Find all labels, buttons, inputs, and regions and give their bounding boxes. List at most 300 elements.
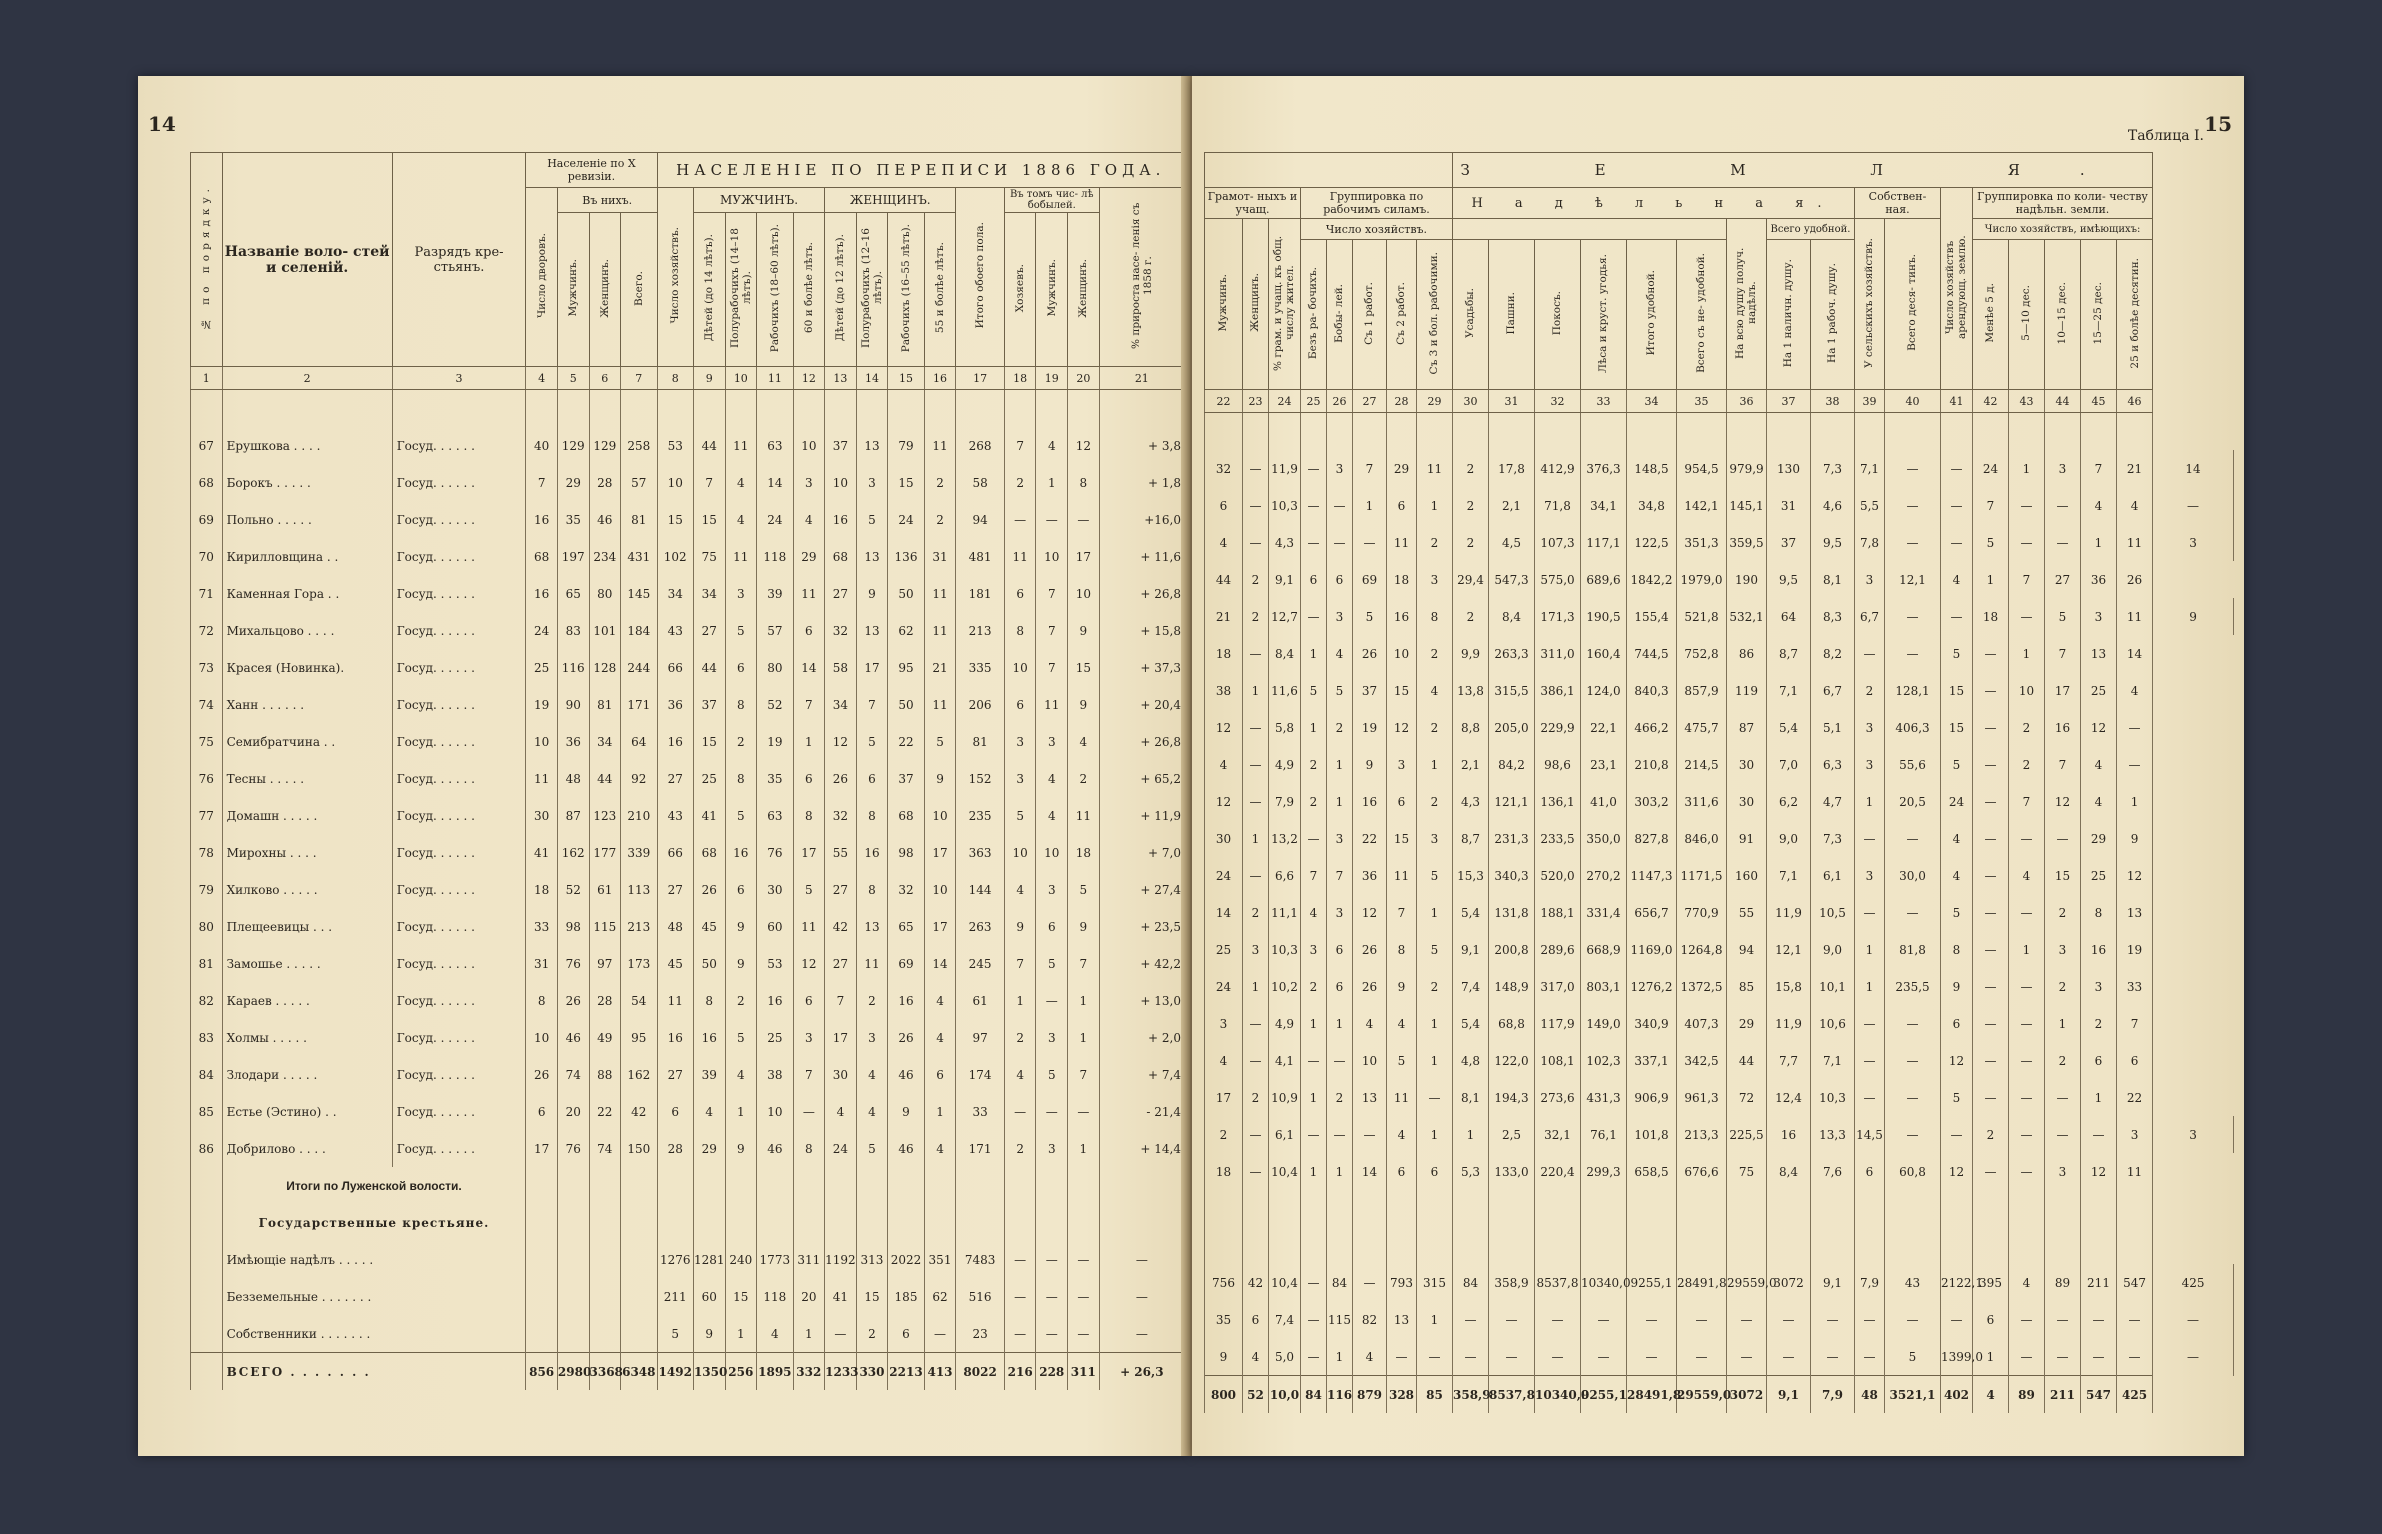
table-cell: 8,2 (1811, 635, 1855, 672)
table-cell: — (1327, 1042, 1353, 1079)
header-total-conv: Всего удобной. (1767, 219, 1855, 240)
table-cell: 10,3 (1811, 1079, 1855, 1116)
table-cell: 31 (924, 538, 956, 575)
table-row (1205, 635, 2234, 672)
table-cell: 7 (1004, 945, 1036, 982)
table-cell (757, 1204, 793, 1241)
table-cell: 4 (2117, 672, 2153, 709)
table-row (1205, 1042, 2234, 1079)
table-cell: 4 (1068, 723, 1100, 760)
table-cell: 79 (888, 427, 924, 464)
table-cell: — (1489, 1301, 1535, 1338)
table-row (1205, 709, 2234, 746)
table-cell: 9 (1353, 746, 1387, 783)
table-cell: 10 (657, 464, 693, 501)
col-two-workers: Съ 2 работ. (1395, 281, 1408, 345)
table-cell: 16 (657, 723, 693, 760)
table-cell: 6,6 (1269, 857, 1301, 894)
column-number: 35 (1677, 390, 1727, 413)
table-cell: 402 (1941, 1376, 1973, 1414)
table-cell: 17 (793, 834, 825, 871)
table-cell: 4 (1205, 1042, 1243, 1079)
table-cell: 131,8 (1489, 894, 1535, 931)
table-cell: 8537,8 (1535, 1264, 1581, 1301)
page-number-right: 15 (2204, 112, 2232, 136)
table-cell: 3 (1327, 598, 1353, 635)
table-cell: 1 (924, 1093, 956, 1130)
table-cell: 4 (757, 1315, 793, 1353)
table-cell: + 7,0 (1099, 834, 1184, 871)
table-cell: 4 (1353, 1005, 1387, 1042)
column-number: 15 (888, 367, 924, 390)
table-cell: 6 (1417, 1153, 1453, 1190)
table-cell: — (1627, 1301, 1677, 1338)
table-cell: 26 (825, 760, 857, 797)
table-cell: — (2009, 968, 2045, 1005)
table-cell: 24 (888, 501, 924, 538)
table-cell: 10 (1353, 1042, 1387, 1079)
table-cell: — (1941, 1116, 1973, 1153)
table-cell: 4 (1205, 524, 1243, 561)
table-cell: — (1885, 487, 1941, 524)
table-cell: 2 (1327, 1079, 1353, 1116)
table-cell: 15,8 (1767, 968, 1811, 1005)
table-cell: 10 (1036, 834, 1068, 871)
table-cell: 17 (526, 1130, 558, 1167)
table-cell: 15 (725, 1278, 757, 1315)
table-cell: 1773 (757, 1241, 793, 1278)
table-cell: 5 (1941, 746, 1973, 783)
table-cell: — (1535, 1338, 1581, 1376)
table-cell (1417, 413, 1453, 451)
table-cell: 1 (2009, 635, 2045, 672)
table-cell: — (1885, 1042, 1941, 1079)
table-cell: 2 (1243, 598, 1269, 635)
table-cell: + 20,4 (1099, 686, 1184, 723)
table-cell: — (1973, 894, 2009, 931)
table-cell: 12 (1205, 783, 1243, 820)
table-cell: 148,5 (1627, 450, 1677, 487)
village-name: Борокъ . . . . . (222, 464, 392, 501)
table-cell (1489, 1190, 1535, 1227)
table-cell: — (1353, 1116, 1387, 1153)
table-cell: 89 (2045, 1264, 2081, 1301)
table-cell (1068, 1204, 1100, 1241)
table-cell: — (924, 1315, 956, 1353)
table-cell: 7,4 (1453, 968, 1489, 1005)
table-cell: 846,0 (1677, 820, 1727, 857)
table-cell: 4,3 (1453, 783, 1489, 820)
table-cell: 107,3 (1535, 524, 1581, 561)
table-cell: 8 (725, 686, 757, 723)
table-cell: 228 (1036, 1353, 1068, 1391)
table-cell (621, 390, 657, 428)
table-cell: — (1885, 894, 1941, 931)
table-cell: — (1243, 450, 1269, 487)
table-cell: 130 (1767, 450, 1811, 487)
table-cell: 2,1 (1453, 746, 1489, 783)
total-label: ВСЕГО . . . . . . . (222, 1353, 526, 1391)
table-cell (557, 1204, 589, 1241)
table-cell: — (1327, 1116, 1353, 1153)
table-cell: 7,6 (1811, 1153, 1855, 1190)
table-cell (557, 1278, 589, 1315)
table-cell: — (1036, 1241, 1068, 1278)
table-cell: 756 (1205, 1264, 1243, 1301)
table-cell: 1 (2117, 783, 2153, 820)
table-cell: — (1301, 1264, 1327, 1301)
table-cell: — (1004, 1093, 1036, 1130)
table-cell: 13 (1353, 1079, 1387, 1116)
peasant-category: Госуд. . . . . . (392, 427, 526, 464)
table-cell: 7,1 (1811, 1042, 1855, 1079)
table-cell: 7,0 (1767, 746, 1811, 783)
table-cell: 7,9 (1811, 1376, 1855, 1414)
table-cell: 181 (956, 575, 1005, 612)
table-cell: 32 (1205, 450, 1243, 487)
table-cell: 4 (2081, 783, 2117, 820)
table-cell (589, 1241, 621, 1278)
village-name: Каменная Гора . . (222, 575, 392, 612)
table-cell: 14,5 (1855, 1116, 1885, 1153)
table-cell: 23,1 (1581, 746, 1627, 783)
table-cell: 91 (1727, 820, 1767, 857)
table-cell: 35 (1205, 1301, 1243, 1338)
table-cell: 8537,8 (1489, 1376, 1535, 1414)
table-cell: — (1855, 635, 1885, 672)
table-cell: 5 (1941, 894, 1973, 931)
table-cell: 32 (825, 612, 857, 649)
table-cell: 16 (825, 501, 857, 538)
table-cell: — (1855, 820, 1885, 857)
table-cell: 60,8 (1885, 1153, 1941, 1190)
table-row (1205, 1153, 2234, 1190)
column-number: 37 (1767, 390, 1811, 413)
table-cell (1453, 1227, 1489, 1264)
table-cell: 1 (1453, 1116, 1489, 1153)
table-cell: 200,8 (1489, 931, 1535, 968)
table-cell: 1 (2045, 1005, 2081, 1042)
table-cell (1885, 413, 1941, 451)
table-cell: — (1885, 1301, 1941, 1338)
table-cell: 9 (1068, 612, 1100, 649)
table-cell (1581, 1227, 1627, 1264)
left-data-rows (191, 390, 1185, 1391)
table-cell: 6,7 (1811, 672, 1855, 709)
table-cell: 46 (888, 1056, 924, 1093)
table-cell: 2 (1243, 894, 1269, 931)
village-name: Хилково . . . . . (222, 871, 392, 908)
table-cell: 98 (557, 908, 589, 945)
table-cell: 9 (856, 575, 888, 612)
table-cell: — (1855, 1042, 1885, 1079)
table-cell: 547 (2081, 1376, 2117, 1414)
table-cell: 8,3 (1811, 598, 1855, 635)
table-cell: 190,5 (1581, 598, 1627, 635)
table-cell: 6,3 (1811, 746, 1855, 783)
table-cell: — (1973, 783, 2009, 820)
table-cell: 27 (825, 945, 857, 982)
table-cell: 53 (757, 945, 793, 982)
table-cell: 92 (621, 760, 657, 797)
table-cell: 9,1 (1811, 1264, 1855, 1301)
table-cell: 6,1 (1269, 1116, 1301, 1153)
table-cell: 97 (956, 1019, 1005, 1056)
header-row-no: № по порядку. (200, 184, 213, 331)
table-cell: 34 (657, 575, 693, 612)
row-number: 84 (191, 1056, 223, 1093)
table-cell: 81,8 (1885, 931, 1941, 968)
table-row (1205, 857, 2234, 894)
table-cell: 16 (2045, 709, 2081, 746)
table-row (1205, 1005, 2234, 1042)
table-cell: 12 (1068, 427, 1100, 464)
table-cell: 406,3 (1885, 709, 1941, 746)
row-number: 82 (191, 982, 223, 1019)
table-cell: 18 (1205, 635, 1243, 672)
table-cell (392, 390, 526, 428)
column-number: 3 (392, 367, 526, 390)
table-cell: — (1941, 598, 1973, 635)
table-cell: 11 (924, 686, 956, 723)
table-cell: 17 (2045, 672, 2081, 709)
table-cell: 3 (793, 464, 825, 501)
col-5-10: 5—10 дес. (2020, 285, 2033, 341)
table-cell: 10,4 (1269, 1153, 1301, 1190)
left-page (138, 76, 1190, 1456)
table-cell: 25 (1205, 931, 1243, 968)
table-cell: 33 (2117, 968, 2153, 1005)
table-cell (1941, 1190, 1973, 1227)
table-cell: 7 (2117, 1005, 2153, 1042)
table-cell: — (2045, 1338, 2081, 1376)
table-cell (1269, 1190, 1301, 1227)
table-cell: — (2045, 524, 2081, 561)
table-cell: — (2117, 709, 2153, 746)
table-cell: 1 (793, 723, 825, 760)
table-cell: 26 (1353, 931, 1387, 968)
table-cell: — (1767, 1338, 1811, 1376)
row-number: 81 (191, 945, 223, 982)
table-cell: 43 (657, 797, 693, 834)
table-cell: 18 (1205, 1153, 1243, 1190)
table-cell (1885, 1227, 1941, 1264)
table-cell (1353, 1190, 1387, 1227)
table-cell: 6 (1036, 908, 1068, 945)
table-cell: 5 (725, 1019, 757, 1056)
table-cell: 1 (1327, 746, 1353, 783)
table-cell: 74 (557, 1056, 589, 1093)
table-cell: 16 (1387, 598, 1417, 635)
table-cell: 119 (1727, 672, 1767, 709)
table-cell: 1 (1301, 1153, 1327, 1190)
table-cell: 128 (589, 649, 621, 686)
table-cell: 88 (589, 1056, 621, 1093)
table-cell: 29 (1387, 450, 1417, 487)
table-cell: 3 (1036, 1130, 1068, 1167)
table-cell: 7 (2081, 450, 2117, 487)
table-cell: — (1068, 1093, 1100, 1130)
table-cell: 676,6 (1677, 1153, 1727, 1190)
table-cell: 45 (657, 945, 693, 982)
table-cell: 11 (2117, 1153, 2153, 1190)
village-name: Мирохны . . . . (222, 834, 392, 871)
table-cell: 3 (2081, 598, 2117, 635)
table-cell: 11,6 (1269, 672, 1301, 709)
table-cell: 1 (1855, 931, 1885, 968)
table-cell: 4,6 (1811, 487, 1855, 524)
table-cell: 7 (1068, 1056, 1100, 1093)
peasant-category: Госуд. . . . . . (392, 1130, 526, 1167)
table-cell: 34 (589, 723, 621, 760)
table-cell (1767, 1227, 1811, 1264)
table-cell: — (1301, 1042, 1327, 1079)
table-cell: 17 (924, 834, 956, 871)
table-cell: 108,1 (1535, 1042, 1581, 1079)
table-cell: 216 (1004, 1353, 1036, 1391)
table-cell: 60 (757, 908, 793, 945)
table-cell: 1 (2081, 524, 2117, 561)
table-cell: 3 (1855, 857, 1885, 894)
table-cell: 5 (657, 1315, 693, 1353)
village-name: Красея (Новинка). (222, 649, 392, 686)
table-cell: 81 (589, 686, 621, 723)
table-cell: 213,3 (1677, 1116, 1727, 1153)
peasant-category: Госуд. . . . . . (392, 464, 526, 501)
table-cell: 1842,2 (1627, 561, 1677, 598)
column-number: 20 (1068, 367, 1100, 390)
table-cell (888, 1204, 924, 1241)
table-cell: — (1973, 635, 2009, 672)
summary-label: Безземельные . . . . . . . (222, 1278, 526, 1315)
table-cell: 37 (888, 760, 924, 797)
table-cell: 3 (1855, 709, 1885, 746)
col-own-farms: У сельскихъ хозяйствъ. (1863, 237, 1876, 368)
table-cell: 6 (856, 760, 888, 797)
table-cell: 15 (1941, 709, 1973, 746)
table-cell: 15,3 (1453, 857, 1489, 894)
table-cell: — (1811, 1301, 1855, 1338)
table-cell: 1 (1301, 709, 1327, 746)
table-cell: 6 (1205, 487, 1243, 524)
table-cell (1387, 413, 1417, 451)
table-label: Таблица I. (2127, 128, 2204, 144)
table-cell: — (1941, 450, 1973, 487)
table-cell: 9 (1941, 968, 1973, 1005)
table-cell: 5,4 (1453, 1005, 1489, 1042)
table-cell: 10,0 (1269, 1376, 1301, 1414)
table-cell: 268 (956, 427, 1005, 464)
table-cell: 7,9 (1855, 1264, 1885, 1301)
table-cell: 358,9 (1453, 1376, 1489, 1414)
table-cell: 2 (924, 464, 956, 501)
table-cell: 14 (924, 945, 956, 982)
column-number: 19 (1036, 367, 1068, 390)
table-row (191, 797, 1185, 834)
table-row (1205, 598, 2234, 635)
village-name: Ханн . . . . . . (222, 686, 392, 723)
table-cell: 72 (1727, 1079, 1767, 1116)
table-cell: 532,1 (1727, 598, 1767, 635)
table-cell: 8 (856, 797, 888, 834)
table-cell: — (2009, 1079, 2045, 1116)
table-cell: 1 (793, 1315, 825, 1353)
table-cell: 5,8 (1269, 709, 1301, 746)
table-cell: 11 (1387, 524, 1417, 561)
table-cell: 575,0 (1535, 561, 1581, 598)
table-cell (924, 1204, 956, 1241)
col-b-men: Мужчинъ. (1045, 259, 1058, 317)
table-cell: 15 (693, 723, 725, 760)
table-cell: 35 (557, 501, 589, 538)
table-cell: 3 (1004, 723, 1036, 760)
table-cell: 5 (1417, 857, 1453, 894)
table-cell (856, 1167, 888, 1204)
table-cell: 4 (1243, 1338, 1269, 1376)
table-cell (222, 390, 392, 428)
table-cell: 363 (956, 834, 1005, 871)
table-cell: 4 (793, 501, 825, 538)
table-cell: + 13,0 (1099, 982, 1184, 1019)
table-cell: 2 (2009, 709, 2045, 746)
total-row (1205, 1376, 2234, 1414)
table-cell: 27 (657, 760, 693, 797)
table-cell: 28 (657, 1130, 693, 1167)
table-cell: 68 (888, 797, 924, 834)
table-cell (1727, 1227, 1767, 1264)
table-cell: + 26,3 (1099, 1353, 1184, 1391)
header-widows: Въ томъ чис- лѣ бобылей. (1004, 188, 1099, 213)
table-cell (1353, 1227, 1387, 1264)
table-cell (557, 1167, 589, 1204)
table-cell: 33 (526, 908, 558, 945)
right-page (1192, 76, 2244, 1456)
table-cell: 9 (1205, 1338, 1243, 1376)
summary-heading-row (191, 1167, 1185, 1204)
table-cell: 1979,0 (1677, 561, 1727, 598)
table-cell: 173 (621, 945, 657, 982)
table-cell: 12 (793, 945, 825, 982)
table-cell: 210,8 (1627, 746, 1677, 783)
table-cell: 7,1 (1767, 857, 1811, 894)
table-cell (1973, 1190, 2009, 1227)
table-cell: 311,6 (1677, 783, 1727, 820)
table-cell: 145,1 (1727, 487, 1767, 524)
table-row (191, 501, 1185, 538)
table-cell: — (1301, 450, 1327, 487)
table-cell: 337,1 (1627, 1042, 1677, 1079)
column-number: 6 (589, 367, 621, 390)
col-renting: Число хозяйствъ арендующ. землю. (1944, 235, 1969, 339)
row-number: 67 (191, 427, 223, 464)
table-cell: 18 (1387, 561, 1417, 598)
page-number-left: 14 (148, 112, 176, 136)
table-cell: 1 (1243, 672, 1269, 709)
table-cell: — (1243, 1042, 1269, 1079)
table-cell: 11 (725, 427, 757, 464)
table-cell: 29 (557, 464, 589, 501)
table-cell: 7,1 (1767, 672, 1811, 709)
peasant-category: Госуд. . . . . . (392, 982, 526, 1019)
table-cell: 4 (725, 464, 757, 501)
table-cell: 48 (557, 760, 589, 797)
table-cell: 69 (888, 945, 924, 982)
row-number: 72 (191, 612, 223, 649)
table-cell (793, 1167, 825, 1204)
table-row (1205, 524, 2234, 561)
peasant-category: Госуд. . . . . . (392, 1056, 526, 1093)
table-cell: 263 (956, 908, 1005, 945)
